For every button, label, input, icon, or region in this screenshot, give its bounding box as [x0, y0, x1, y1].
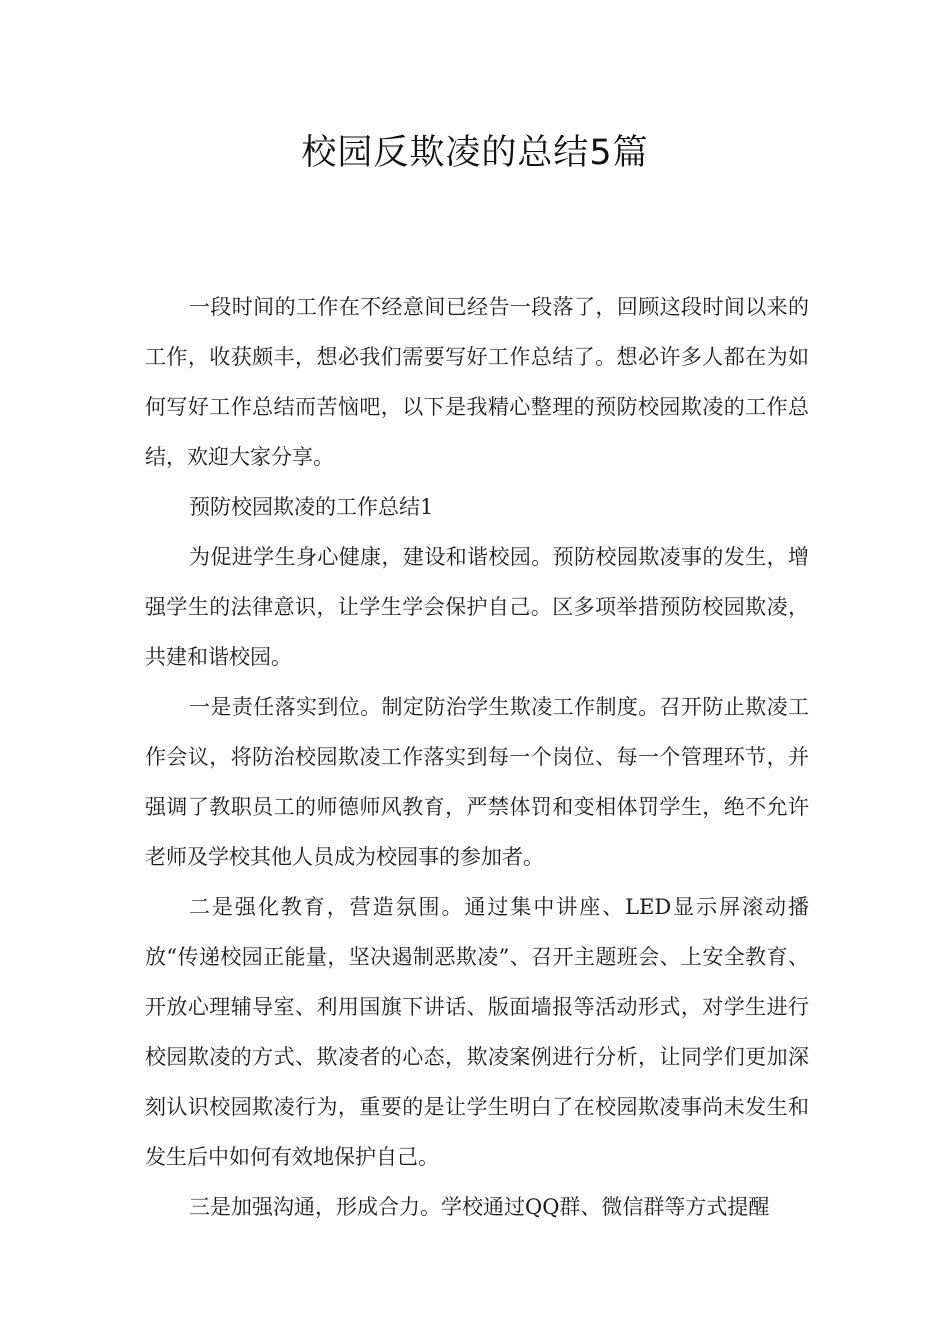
document-body: [145, 282, 809, 1232]
paragraph-point-three: 三是加强沟通，形成合力。学校通过QQ群、微信群等方式提醒: [189, 1195, 770, 1219]
paragraph-point-one: 一是责任落实到位。制定防治学生欺凌工作制度。召开防止欺凌工作会议，将防治校园欺凌工作落实到每一个岗位、每一个管理环节，并强调了教职员工的师德师风教育，严禁体罚和变相体罚学生，绝不允许老师及学校其他人员成为校园事的参加者。: [145, 695, 809, 869]
paragraph-point-two: 二是强化教育，营造氛围。通过集中讲座、LED显示屏滚动播放“传递校园正能量，坚决遏制恶欺凌”、召开主题班会、上安全教育、开放心理辅导室、利用国旗下讲话、版面墙报等活动形式，对学生进行校园欺凌的方式、欺凌者的心态，欺凌案例进行分析，让同学们更加深刻认识校园欺凌行为，重要的是让学生明白了在校园欺凌事尚未发生和发生后中如何有效地保护自己。: [145, 895, 809, 1169]
document-title: 校园反欺凌的总结5篇: [301, 133, 649, 173]
paragraph-intro: 一段时间的工作在不经意间已经告一段落了，回顾这段时间以来的工作，收获颇丰，想必我们需要写好工作总结了。想必许多人都在为如何写好工作总结而苦恼吧，以下是我精心整理的预防校园欺凌的工作总结，欢迎大家分享。: [145, 295, 809, 469]
paragraph-purpose: 为促进学生身心健康，建设和谐校园。预防校园欺凌事的发生，增强学生的法律意识，让学生学会保护自己。区多项举措预防校园欺凌，共建和谐校园。: [145, 545, 809, 669]
paragraph-section-heading: 预防校园欺凌的工作总结1: [189, 495, 434, 519]
